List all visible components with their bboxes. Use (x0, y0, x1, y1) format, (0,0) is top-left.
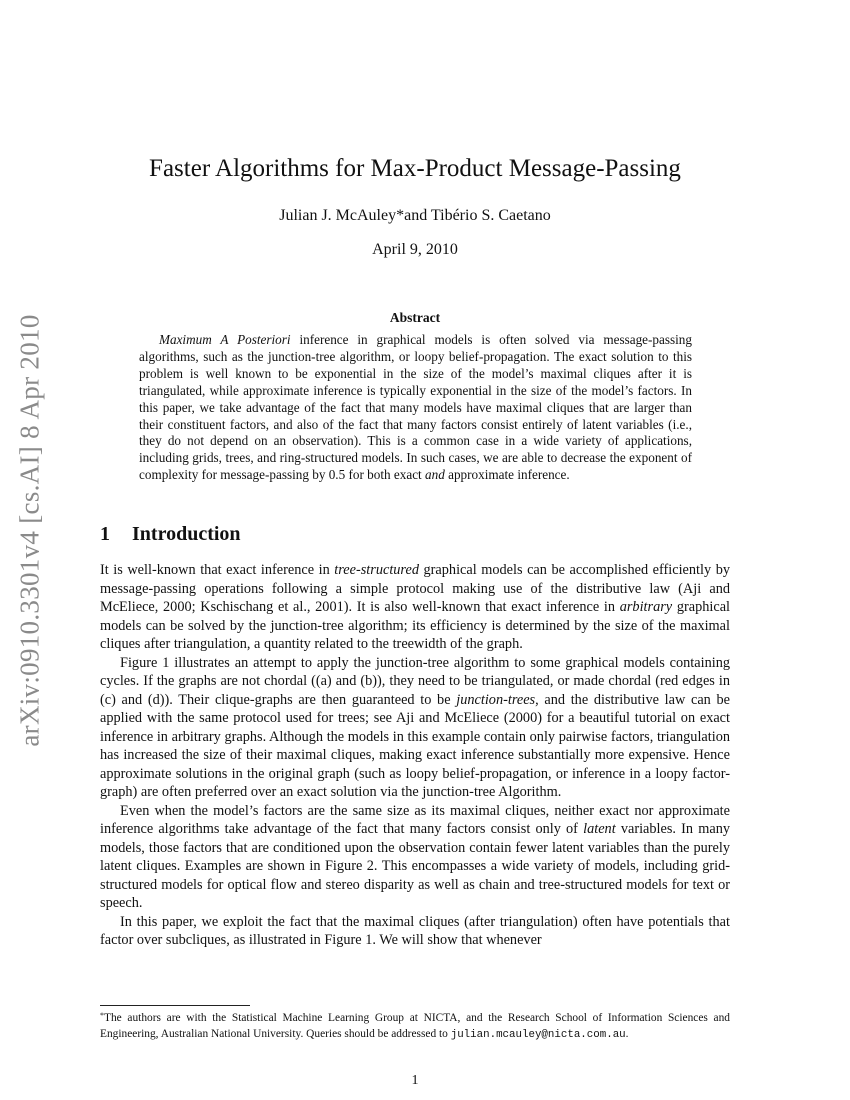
paragraph-4-text-a: In this paper, we exploit the fact that the maximal cliques (after triangulation) often have potentials that factor over subcliques, as illustrated in Figure 1. We will show that whenever (100, 913, 730, 948)
paragraph-2-text-b: , and the distributive law can be applied with the same protocol used for trees; see Aji and McEliece (2000) for a beautiful tutorial on exact inference in arbitrary graphs. Although the models in this example contain only pairwise factors, triangulation has increased the size of their maximal cliques, making exact inference substantially more expensive. Hence approximate solutions in the original graph (such as loopy belief-propagation, or inference in a loopy factor-graph) are often preferred over an exact solution via the junction-tree Algorithm. (100, 691, 730, 800)
paragraph-1-text-a: It is well-known that exact inference in (100, 562, 335, 578)
abstract-heading: Abstract (389, 310, 441, 325)
introduction-body (100, 561, 730, 950)
page-number: 1 (411, 1073, 419, 1088)
footnote-email: julian.mcauley@nicta.com.au (450, 1028, 626, 1041)
paragraph-3-italic-1: latent (583, 821, 616, 837)
section-title: Introduction (132, 523, 241, 545)
footnote-end: . (625, 1027, 629, 1040)
abstract-lead-italic: Maximum A Posteriori (159, 332, 291, 347)
arxiv-identifier-stamp (0, 290, 60, 770)
paragraph-3-text-a: Even when the model’s factors are the same size as its maximal cliques, neither exact nor approximate inference algorithms take advantage of the fact that many factors consist only of (100, 802, 730, 837)
abstract-text-b: approximate inference. (444, 467, 570, 483)
paragraph-3 (100, 802, 730, 913)
abstract-body (139, 332, 692, 484)
paragraph-1-italic-1: tree-structured (334, 562, 419, 578)
paper-title: Faster Algorithms for Max-Product Message-Passing (149, 155, 681, 182)
paragraph-1-italic-2: arbitrary (619, 599, 673, 615)
paper-authors: Julian J. McAuley*and Tibério S. Caetano (279, 207, 551, 224)
paragraph-3-text-b: variables. In many models, those factors that are conditioned upon the observation contain fewer latent variables than the purely latent cliques. Examples are shown in Figure 2. This encompasses a wide variety of models, including grid-structured models for optical flow and stereo disparity as well as chain and tree-structured models for text or speech. (100, 821, 730, 911)
paragraph-1-text-b: graphical models can be accomplished efficiently by message-passing operations following a simple protocol making use of the distributive law (Aji and McEliece, 2000; Kschischang et al., 2001). It is also well-known that exact inference in (100, 562, 730, 615)
paper-date: April 9, 2010 (372, 241, 458, 258)
abstract-and-italic: and (425, 467, 445, 483)
paragraph-1 (100, 561, 730, 654)
footnote-text: The authors are with the Statistical Machine Learning Group at NICTA, and the Research School of Information Sciences and Engineering, Australian National University. Queries should be addressed to (100, 1012, 730, 1040)
abstract-text-a: inference in graphical models is often solved via message-passing algorithms, such as the junction-tree algorithm, or loopy belief-propagation. The exact solution to this problem is well known to be exponential in the size of the model’s maximal cliques after it is triangulated, while approximate inference is typically exponential in the size of the model’s factors. In this paper, we take advantage of the fact that many models have maximal cliques that are larger than their constituent factors, and also of the fact that many factors consist entirely of latent variables (i.e., they do not depend on an observation). This is a common case in a wide variety of applications, including grids, trees, and ring-structured models. In such cases, we are able to decrease the exponent of complexity for message-passing by 0.5 for both exact (139, 332, 692, 483)
section-heading-introduction (100, 522, 241, 546)
footnote (100, 1008, 730, 1043)
section-number: 1 (100, 523, 110, 545)
paragraph-2-italic-1: junction-trees (456, 691, 536, 708)
paragraph-2-text-a: Figure 1 illustrates an attempt to apply the junction-tree algorithm to some graphical models containing cycles. If the graphs are not chordal ((a) and (b)), they need to be triangulated, or made chordal (red edges in (c) and (d)). Their clique-graphs are then guaranteed to be (100, 654, 730, 708)
arxiv-identifier-text: arXiv:0910.3301v4 [cs.AI] 8 Apr 2010 (14, 313, 45, 747)
footnote-marker: * (100, 1011, 104, 1020)
footnote-divider (100, 1005, 250, 1006)
paragraph-2 (100, 654, 730, 802)
paragraph-4 (100, 913, 730, 950)
paragraph-1-text-c: graphical models can be solved by the junction-tree algorithm; its efficiency is determined by the size of the maximal cliques after triangulation, a quantity related to the treewidth of the graph. (100, 599, 731, 652)
